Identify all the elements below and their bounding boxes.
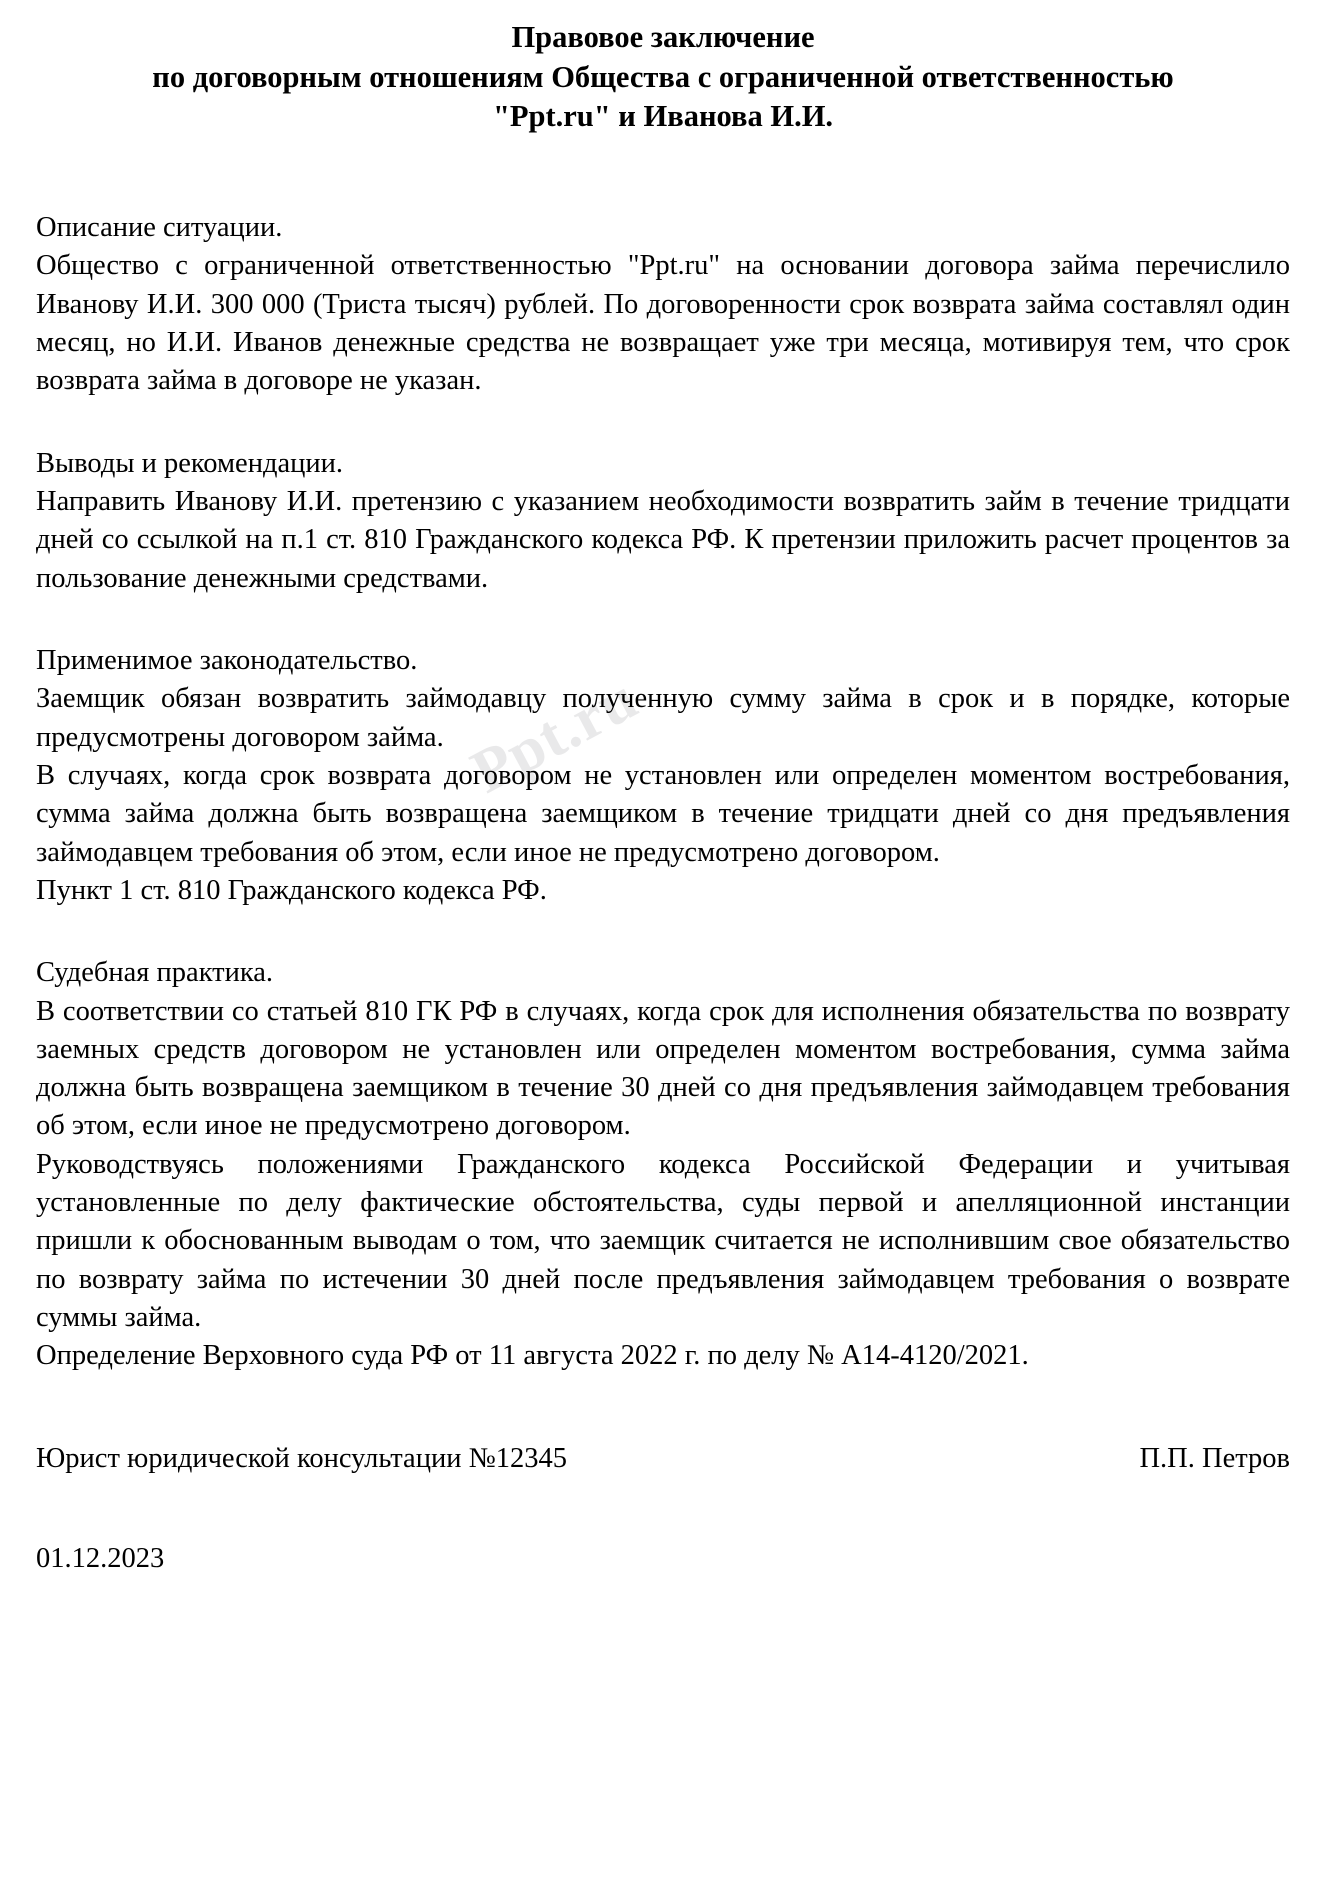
section-paragraph-situation-1: Общество с ограниченной ответственностью "Ppt.ru" на основании договора займа перечислило Иванову И.И. 300 000 (Триста тысяч) рублей. По договоренности срок возврата займа составлял один месяц, но И.И. Иванов денежные средства не возвращает уже три месяца, мотивируя тем, что срок возврата займа в договоре не указан. (36, 250, 1290, 397)
document-body (36, 209, 1290, 1579)
title-line-2: по договорным отношениям Общества с ограниченной ответственностью (152, 59, 1174, 94)
section-legislation (36, 642, 1290, 910)
section-case-law (36, 954, 1290, 1376)
signatory-position: Юрист юридической консультации №12345 (36, 1442, 568, 1474)
section-heading-situation: Описание ситуации. (36, 211, 283, 243)
section-spacer (36, 910, 1290, 954)
section-conclusions (36, 445, 1290, 598)
section-paragraph-case-law-2: Руководствуясь положениями Гражданского кодекса Российской Федерации и учитывая установленные по делу фактические обстоятельства, суды первой и апелляционной инстанции пришли к обоснованным выводам о том, что заемщик считается не исполнившим свое обязательство по возврату займа по истечении 30 дней после предъявления займодавцем требования о возврате суммы займа. (36, 1148, 1290, 1334)
section-spacer (36, 598, 1290, 642)
document-date: 01.12.2023 (36, 1543, 165, 1575)
page-title (78, 18, 1248, 137)
signatory-name: П.П. Петров (1139, 1442, 1290, 1474)
signature-block (36, 1440, 1290, 1478)
section-situation (36, 209, 1290, 401)
section-heading-legislation: Применимое законодательство. (36, 644, 418, 676)
section-paragraph-case-law-3: Определение Верховного суда РФ от 11 августа 2022 г. по делу № А14-4120/2021. (36, 1340, 1029, 1372)
section-paragraph-conclusions-1: Направить Иванову И.И. претензию с указанием необходимости возвратить займ в течение тридцати дней со ссылкой на п.1 ст. 810 Гражданского кодекса РФ. К претензии приложить расчет процентов за пользование денежными средствами. (36, 485, 1290, 594)
section-heading-conclusions: Выводы и рекомендации. (36, 447, 343, 479)
section-paragraph-legislation-2: В случаях, когда срок возврата договором не установлен или определен моментом востребования, сумма займа должна быть возвращена заемщиком в течение тридцати дней со дня предъявления займодавцем требования об этом, если иное не предусмотрено договором. (36, 759, 1290, 868)
section-spacer (36, 401, 1290, 445)
section-paragraph-legislation-1: Заемщик обязан возвратить займодавцу полученную сумму займа в срок и в порядке, которые предусмотрены договором займа. (36, 683, 1290, 753)
title-line-3: "Ppt.ru" и Иванова И.И. (492, 99, 834, 134)
section-heading-case-law: Судебная практика. (36, 957, 274, 989)
section-paragraph-case-law-1: В соответствии со статьей 810 ГК РФ в случаях, когда срок для исполнения обязательства по возврату заемных средств договором не установлен или определен моментом востребования, сумма займа должна быть возвращена заемщиком в течение 30 дней со дня предъявления займодавцем требования об этом, если иное не предусмотрено договором. (36, 995, 1290, 1142)
watermark-ppt-ru: Ppt.ru (460, 663, 649, 807)
title-line-1: Правовое заключение (511, 20, 815, 54)
section-paragraph-legislation-3: Пункт 1 ст. 810 Гражданского кодекса РФ. (36, 874, 547, 906)
